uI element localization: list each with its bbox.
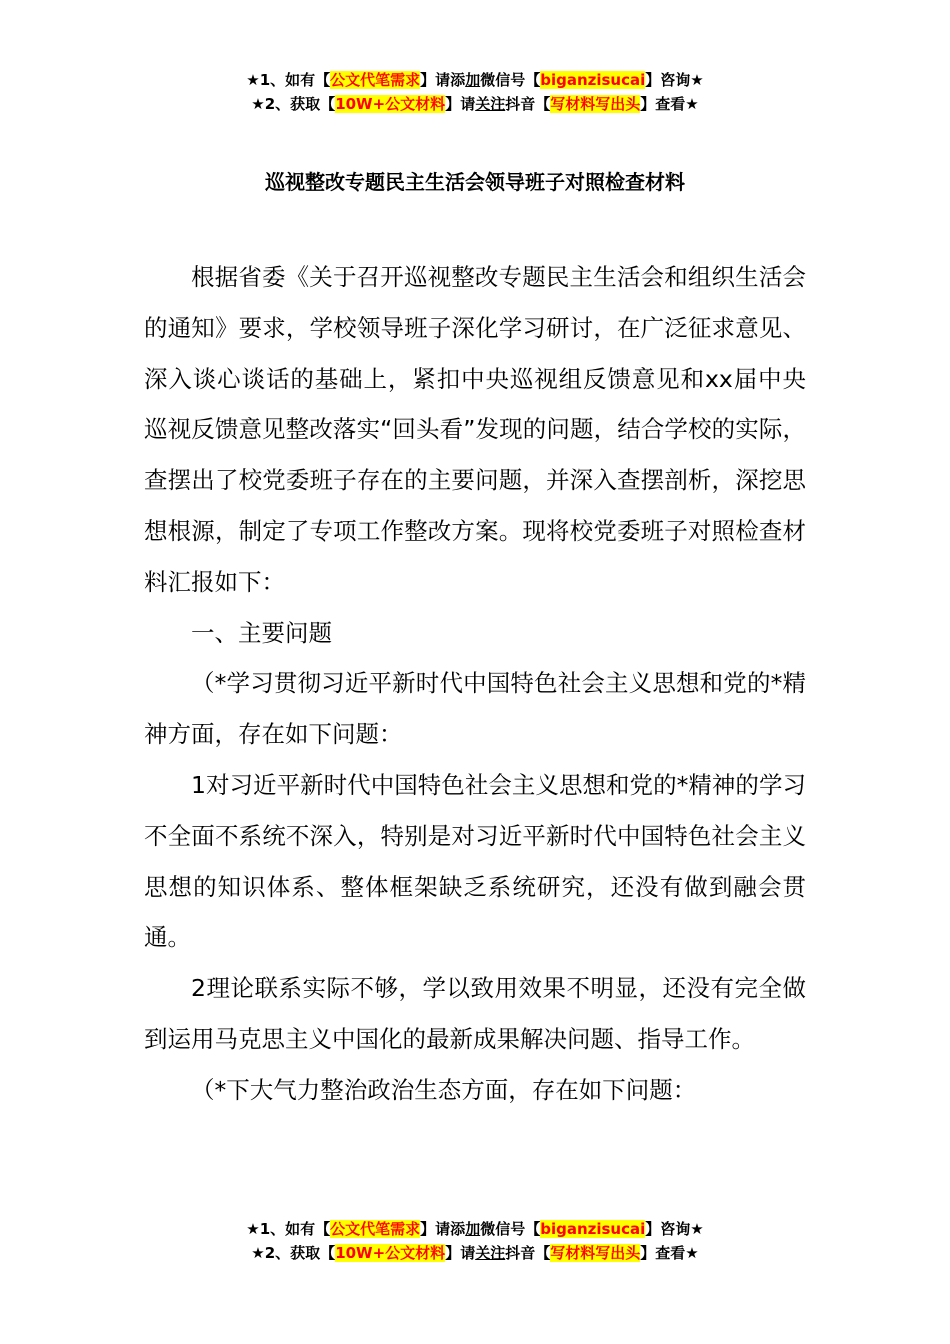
promo-line-2: ★2、获取【10W+公文材料】请关注抖音【写材料写出头】查看★ <box>251 1244 699 1262</box>
paragraph-intro: 根据省委《关于召开巡视整改专题民主生活会和组织生活会的通知》要求，学校领导班子深化学习研讨，在广泛征求意见、深入谈心谈话的基础上，紧扣中央巡视组反馈意见和xx届中央巡视反馈意见整改落实“回头看”发现的问题，结合学校的实际，查摆出了校党委班子存在的主要问题，并深入查摆剖析，深挖思想根源，制定了专项工作整改方案。现将校党委班子对照检查材料汇报如下： <box>144 263 806 596</box>
promo-highlight-wechat-id: biganzisucai <box>540 1220 646 1238</box>
promo-highlight-wechat-id: biganzisucai <box>540 71 646 89</box>
paragraph-issue-2: 2理论联系实际不够，学以致用效果不明显，还没有完全做到运用马克思主义中国化的最新成果解决问题、指导工作。 <box>144 974 806 1053</box>
promo-line-1: ★1、如有【公文代笔需求】请添加微信号【biganzisucai】咨询★ <box>246 71 704 89</box>
promo-highlight-service: 公文代笔需求 <box>330 1220 421 1238</box>
promo-line-1: ★1、如有【公文代笔需求】请添加微信号【biganzisucai】咨询★ <box>246 1220 704 1238</box>
promo-highlight-douyin: 写材料写出头 <box>550 1244 641 1262</box>
promo-highlight-materials: 10W+公文材料 <box>335 95 446 113</box>
section-heading-main-issues: 一、主要问题 <box>191 618 332 647</box>
promo-line-2: ★2、获取【10W+公文材料】请关注抖音【写材料写出头】查看★ <box>251 95 699 113</box>
promo-highlight-douyin: 写材料写出头 <box>550 95 641 113</box>
paragraph-issue-1: 1对习近平新时代中国特色社会主义思想和党的*精神的学习不全面不系统不深入，特别是对习近平新时代中国特色社会主义思想的知识体系、整体框架缺乏系统研究，还没有做到融会贯通。 <box>144 770 806 952</box>
header-promo-banner <box>0 68 950 116</box>
promo-highlight-service: 公文代笔需求 <box>330 71 421 89</box>
document-body <box>144 252 806 1116</box>
footer-promo-banner <box>0 1217 950 1265</box>
document-title: 巡视整改专题民主生活会领导班子对照检查材料 <box>265 170 685 194</box>
promo-highlight-materials: 10W+公文材料 <box>335 1244 446 1262</box>
paragraph-subsection-study: （*学习贯彻习近平新时代中国特色社会主义思想和党的*精神方面，存在如下问题： <box>144 669 806 749</box>
paragraph-subsection-political: （*下大气力整治政治生态方面，存在如下问题： <box>191 1075 697 1104</box>
